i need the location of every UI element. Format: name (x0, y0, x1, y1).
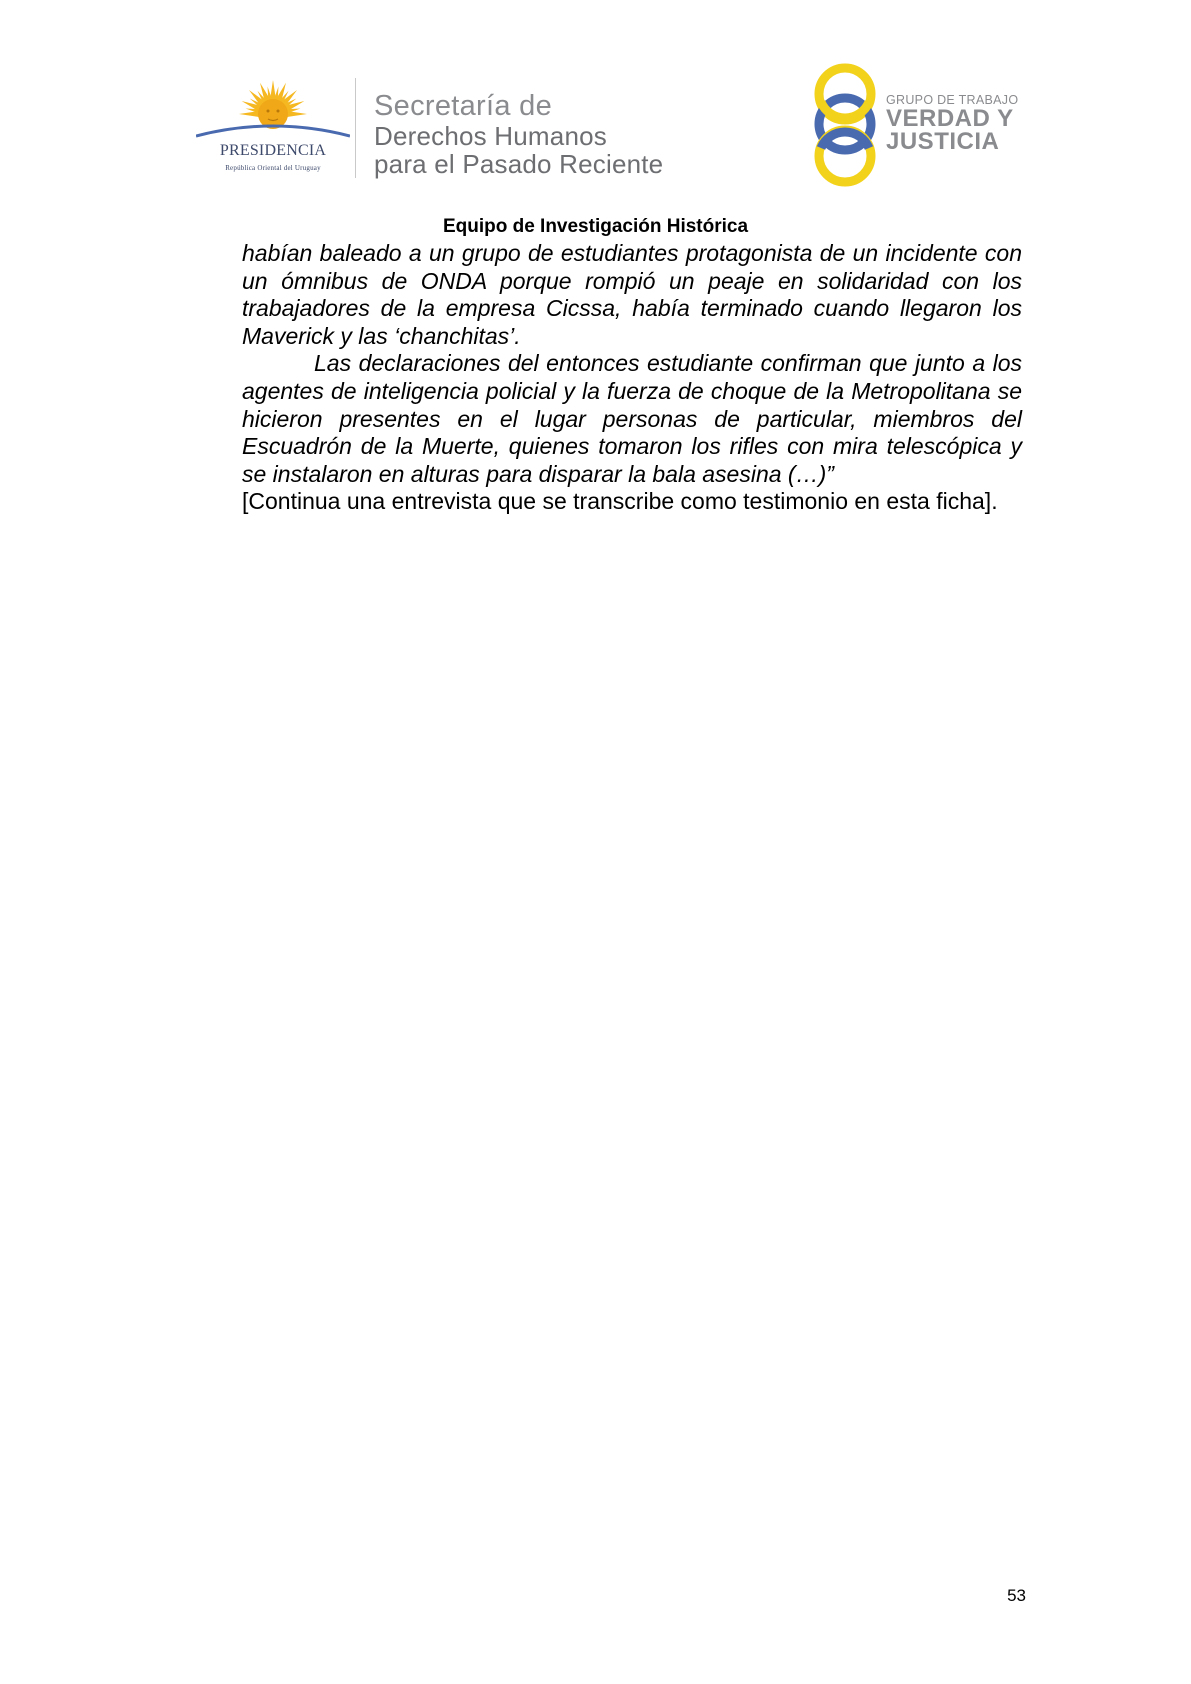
grupo-line-2: VERDAD Y (886, 105, 1014, 132)
secretaria-line-2: Derechos Humanos (374, 121, 607, 151)
linked-rings-icon (810, 62, 880, 188)
presidencia-logo (196, 80, 350, 180)
secretaria-line-3: para el Pasado Reciente (374, 149, 664, 179)
grupo-line-1: GRUPO DE TRABAJO (886, 93, 1019, 107)
presidencia-subtitle: República Oriental del Uruguay (225, 164, 321, 172)
page-header (0, 0, 1191, 237)
team-title: Equipo de Investigación Histórica (442, 216, 749, 237)
header-divider (355, 78, 356, 178)
grupo-line-3: JUSTICIA (886, 128, 1000, 155)
body-paragraph-2: Las declaraciones del entonces estudiante confirman que junto a los agentes de inteligencia policial y la fuerza de choque de la Metropolitana se hicieron presentes en el lugar personas de particular, miembros del Escuadrón de la Muerte, quienes tomaron los rifles con mira telescópica y se instalaron en alturas para disparar la bala asesina (…)” (242, 350, 1022, 487)
secretaria-logo-text (374, 90, 663, 178)
body-paragraph-1: habían baleado a un grupo de estudiantes protagonista de un incidente con un ómnibus de ONDA porque rompió un peaje en solidaridad con los trabajadores de la empresa Cicssa, había terminado cuando llegaron los Maverick y las ‘chanchitas’. (242, 240, 1022, 349)
verdad-justicia-logo (810, 62, 1050, 188)
secretaria-line-1: Secretaría de (374, 90, 552, 122)
page-number: 53 (1007, 1586, 1026, 1605)
presidencia-name: PRESIDENCIA (219, 142, 327, 159)
sun-emblem-icon (196, 80, 350, 144)
body-paragraph-3: [Continua una entrevista que se transcribe como testimonio en esta ficha]. (242, 488, 998, 515)
verdad-justicia-text (886, 93, 1018, 153)
document-body (242, 240, 1022, 516)
